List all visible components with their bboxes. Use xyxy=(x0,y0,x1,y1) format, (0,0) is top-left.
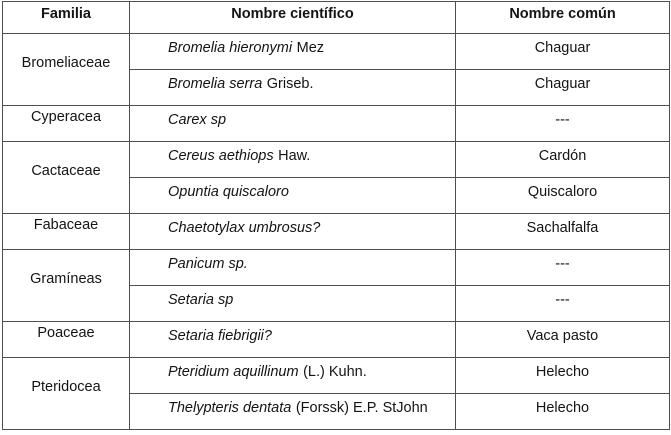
species-binomial: Pteridium aquillinum xyxy=(168,364,299,380)
species-author: Griseb. xyxy=(266,76,314,92)
scientific-name-cell xyxy=(130,322,456,358)
table-row xyxy=(3,250,670,286)
familia-cell: Bromeliaceae xyxy=(3,34,130,106)
common-name-cell: Chaguar xyxy=(456,34,670,70)
common-name-cell: --- xyxy=(456,250,670,286)
scientific-name-cell xyxy=(130,142,456,178)
species-binomial: Bromelia hieronymi xyxy=(168,40,293,56)
species-author: (Forssk) E.P. StJohn xyxy=(295,400,428,416)
scientific-name-cell xyxy=(130,394,456,430)
familia-cell: Cactaceae xyxy=(3,142,130,214)
familia-cell: Poaceae xyxy=(3,322,130,358)
familia-cell: Cyperacea xyxy=(3,106,130,142)
scientific-name-cell xyxy=(130,214,456,250)
table-row xyxy=(3,322,670,358)
species-table xyxy=(2,1,670,430)
scientific-name-cell xyxy=(130,34,456,70)
scientific-name-cell xyxy=(130,106,456,142)
table-row xyxy=(3,358,670,394)
species-binomial: Chaetotylax umbrosus? xyxy=(168,220,321,236)
header-familia: Familia xyxy=(3,2,130,34)
scientific-name-cell xyxy=(130,286,456,322)
header-nombre-cientifico: Nombre científico xyxy=(130,2,456,34)
common-name-cell: --- xyxy=(456,106,670,142)
common-name-cell: Quiscaloro xyxy=(456,178,670,214)
table-row xyxy=(3,34,670,70)
familia-cell: Fabaceae xyxy=(3,214,130,250)
common-name-cell: Helecho xyxy=(456,394,670,430)
species-author: Mez xyxy=(296,40,325,56)
species-binomial: Cereus aethiops xyxy=(168,148,274,164)
familia-cell: Gramíneas xyxy=(3,250,130,322)
species-binomial: Opuntia quiscaloro xyxy=(168,184,289,200)
common-name-cell: Vaca pasto xyxy=(456,322,670,358)
scientific-name-cell xyxy=(130,358,456,394)
species-binomial: Bromelia serra xyxy=(168,76,263,92)
species-binomial: Panicum sp. xyxy=(168,256,248,272)
common-name-cell: --- xyxy=(456,286,670,322)
table-row xyxy=(3,214,670,250)
common-name-cell: Cardón xyxy=(456,142,670,178)
species-binomial: Setaria fiebrigii? xyxy=(168,328,272,344)
table-row xyxy=(3,106,670,142)
scientific-name-cell xyxy=(130,70,456,106)
header-row xyxy=(3,2,670,34)
table-row xyxy=(3,142,670,178)
species-binomial: Carex sp xyxy=(168,112,227,128)
familia-cell: Pteridocea xyxy=(3,358,130,430)
common-name-cell: Sachalfalfa xyxy=(456,214,670,250)
common-name-cell: Chaguar xyxy=(456,70,670,106)
species-author: (L.) Kuhn. xyxy=(303,364,367,380)
scientific-name-cell xyxy=(130,250,456,286)
species-binomial: Setaria sp xyxy=(168,292,234,308)
species-binomial: Thelypteris dentata xyxy=(168,400,292,416)
species-author: Haw. xyxy=(278,148,311,164)
header-nombre-comun: Nombre común xyxy=(456,2,670,34)
common-name-cell: Helecho xyxy=(456,358,670,394)
scientific-name-cell xyxy=(130,178,456,214)
